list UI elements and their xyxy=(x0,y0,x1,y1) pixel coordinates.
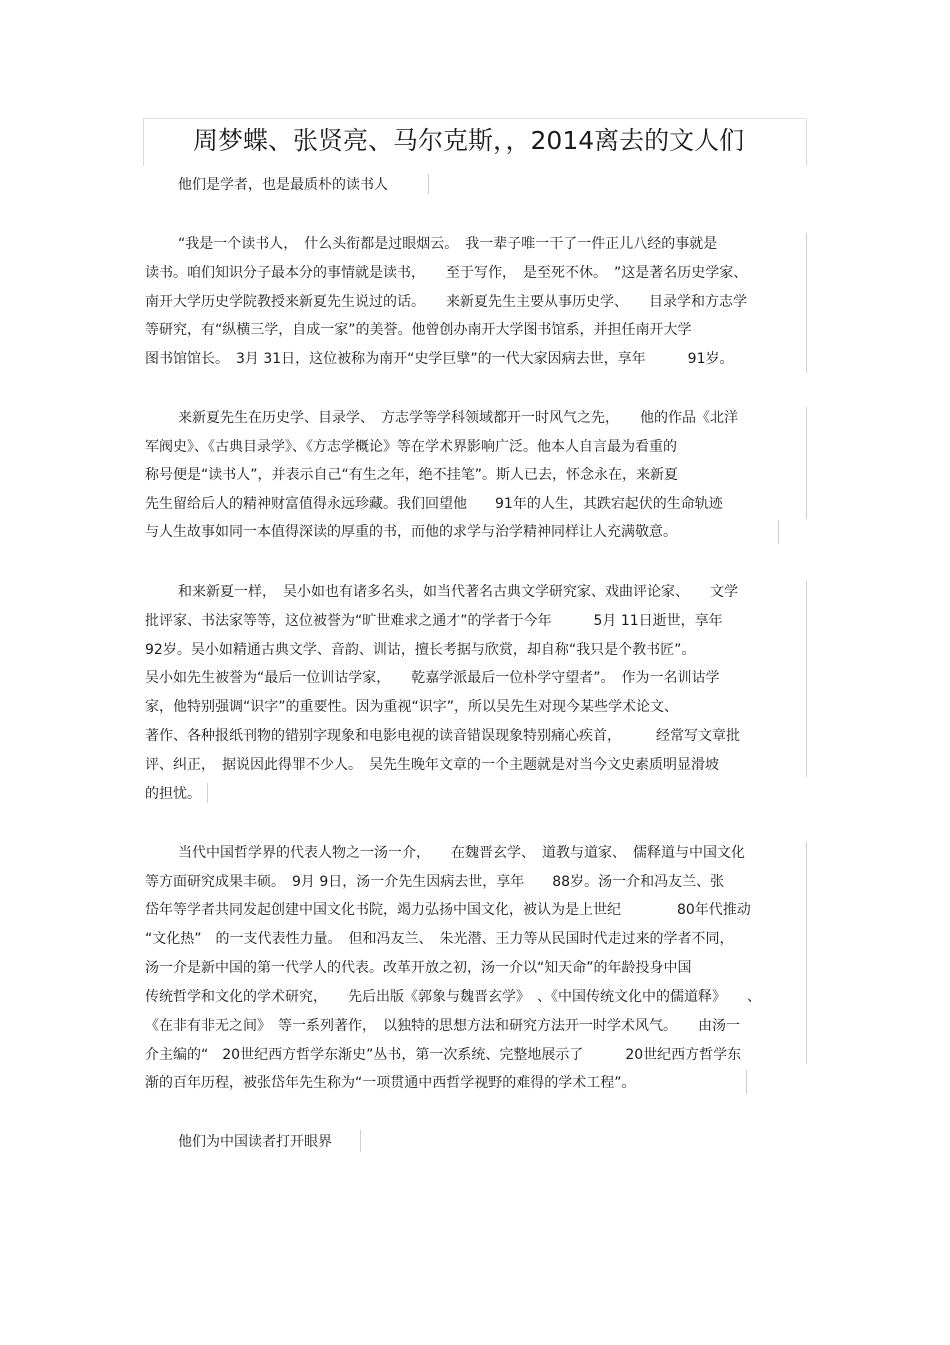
text-divider xyxy=(806,407,807,519)
paragraph-4-line: 渐的百年历程，被张岱年先生称为“一项贯通中西哲学视野的难得的学术工程”。 xyxy=(145,1075,636,1091)
page-title: 周梦蝶、张贤亮、马尔克斯，，2014离去的文人们 xyxy=(193,126,745,155)
paragraph-1-line: 图书馆馆长。 3月 31日，这位被称为南开“史学巨擘”的一代大家因病去世，享年 91岁。 xyxy=(145,351,734,367)
paragraph-3-line: 著作、各种报纸刊物的错别字现象和电影电视的读音错误现象特别痛心疾首， 经常写文章批 xyxy=(145,728,740,744)
paragraph-3-line: 评、纠正， 据说因此得罪不少人。 吴先生晚年文章的一个主题就是对当今文史素质明显滑坡 xyxy=(145,757,719,773)
paragraph-4-line: 等方面研究成果丰硕。 9月 9日，汤一介先生因病去世，享年 88岁。汤一介和冯友兰、张 xyxy=(145,874,725,890)
paragraph-3-line: 和来新夏一样， 吴小如也有诸多名头，如当代著名古典文学研究家、戏曲评论家、 文学 xyxy=(178,584,738,600)
paragraph-2-line: 与人生故事如同一本值得深读的厚重的书，而他的求学与治学精神同样让人充满敬意。 xyxy=(145,524,677,540)
paragraph-2-line: 称号便是“读书人”，并表示自己“有生之年，绝不挂笔”。斯人已去，怀念永在，来新夏 xyxy=(145,467,679,483)
paragraph-1-line: 等研究，有“纵横三学，自成一家”的美誉。他曾创办南开大学图书馆系，并担任南开大学 xyxy=(145,322,692,338)
paragraph-3-line: 吴小如先生被誉为“最后一位训诂学家， 乾嘉学派最后一位朴学守望者”。 作为一名训诂学 xyxy=(145,670,720,686)
paragraph-3-line: 批评家、书法家等等，这位被誉为“旷世难求之通才”的学者于今年 5月 11日逝世，享年 xyxy=(145,613,723,629)
paragraph-4-line: 当代中国哲学界的代表人物之一汤一介， 在魏晋玄学、 道教与道家、 儒释道与中国文化 xyxy=(178,845,745,861)
paragraph-4-line: 岱年等学者共同发起创建中国文化书院，竭力弘扬中国文化，被认为是上世纪 80年代推动 xyxy=(145,902,751,918)
paragraph-3-line: 92岁。吴小如精通古典文学、音韵、训诂，擅长考据与欣赏，却自称“我只是个教书匠”。 xyxy=(145,642,696,658)
paragraph-1-line: 南开大学历史学院教授来新夏先生说过的话。 来新夏先生主要从事历史学、 目录学和方志学 xyxy=(145,294,747,310)
text-divider xyxy=(806,842,807,1064)
paragraph-2-line: 来新夏先生在历史学、目录学、 方志学等学科领域都开一时风气之先， 他的作品《北洋 xyxy=(178,410,738,426)
text-divider xyxy=(746,1070,747,1094)
text-divider xyxy=(360,1130,361,1152)
paragraph-4-line: 《在非有非无之间》 等一系列著作， 以独特的思想方法和研究方法开一时学术风气。 由汤一 xyxy=(145,1018,740,1034)
paragraph-1-line: 读书。咱们知识分子最本分的事情就是读书， 至于写作， 是至死不休。 ”这是著名历史学家、 xyxy=(145,265,748,281)
text-divider xyxy=(428,174,429,194)
paragraph-2-line: 军阀史》、《古典目录学》、《方志学概论》等在学术界影响广泛。他本人自言最为看重的 xyxy=(145,439,677,455)
paragraph-1-line: “我是一个读书人， 什么头衔都是过眼烟云。 我一辈子唯一干了一件正儿八经的事就是 xyxy=(178,236,718,252)
paragraph-2-line: 先生留给后人的精神财富值得永远珍藏。我们回望他 91年的人生，其跌宕起伏的生命轨迹 xyxy=(145,496,723,512)
text-divider xyxy=(207,783,208,803)
paragraph-3-line: 家，他特别强调“识字”的重要性。因为重视“识字”，所以吴先生对现今某些学术论文、 xyxy=(145,699,679,715)
paragraph-4-line: “文化热” 的一支代表性力量。 但和冯友兰、 朱光潜、王力等从民国时代走过来的学者不同， xyxy=(145,931,734,947)
paragraph-4-line: 汤一介是新中国的第一代学人的代表。改革开放之初，汤一介以“知天命”的年龄投身中国 xyxy=(145,960,692,976)
paragraph-4-line: 传统哲学和文化的学术研究， 先后出版《郭象与魏晋玄学》 、《中国传统文化中的儒道释》 、 xyxy=(145,989,761,1005)
subtitle: 他们是学者，也是最质朴的读书人 xyxy=(178,177,388,193)
section-heading: 他们为中国读者打开眼界 xyxy=(178,1134,332,1150)
text-divider xyxy=(806,233,807,373)
text-divider xyxy=(778,520,779,544)
text-divider xyxy=(806,581,807,777)
paragraph-4-line: 介主编的“ 20世纪西方哲学东渐史”丛书，第一次系统、完整地展示了 20世纪西方哲学东 xyxy=(145,1047,742,1063)
paragraph-3-line: 的担忧。 xyxy=(145,786,201,802)
